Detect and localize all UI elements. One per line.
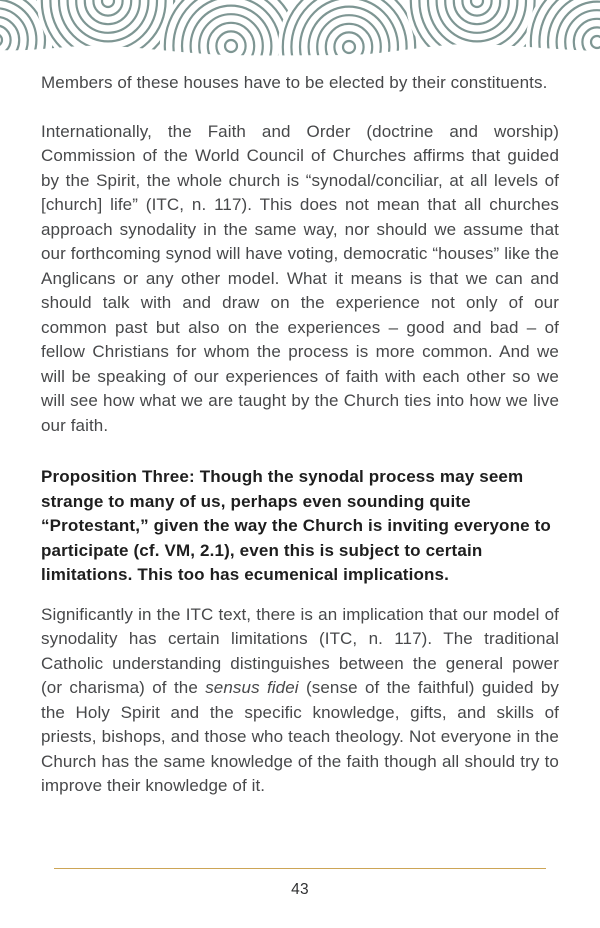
paragraph-internationally: Internationally, the Faith and Order (doctrine and worship) Commission of the World Council of Churches affirms that guided by the Spirit, the whole church is “synodal/conciliar, at all levels of [church] life” (ITC, n. 117). This does not mean that all churches approach synodality in the same way, nor should we assume that our forthcoming synod will have voting, democratic “houses” like the Anglicans or any other model. What it means is that we can and should talk with and draw on the experience not only of our common past but also on the experiences – good and bad – of fellow Christians for whom the process is more common. And we will be speaking of our experiences of faith with each other so we will see how what we are taught by the Church ties into how we live our faith. bbox=[41, 121, 559, 435]
paragraph-significantly: Significantly in the ITC text, there is an implication that our model of synodality has certain limitations (ITC, n. 117). The traditional Catholic understanding distinguishes between the general power (or charisma) of the sensus fidei (sense of the faithful) guided by the Holy Spirit and the specific knowledge, gifts, and skills of priests, bishops, and those who teach theology. Not everyone in the Church has the same knowledge of the faith though all should try to improve their knowledge of it. bbox=[41, 604, 559, 795]
circle-cluster bbox=[278, 0, 420, 58]
italic-phrase: sensus fidei bbox=[205, 678, 299, 697]
paragraph-proposition-three: Proposition Three: Though the synodal process may seem strange to many of us, perhaps even sounding quite “Protestant,” given the way the Church is inviting everyone to participate (cf. VM, 2.1), even this is subject to certain limitations. This too has ecumenical implications. bbox=[41, 467, 551, 584]
footer-rule bbox=[54, 868, 546, 869]
page-body bbox=[0, 58, 600, 799]
paragraph-members: Members of these houses have to be elected by their constituents. bbox=[41, 73, 548, 92]
page-number: 43 bbox=[291, 881, 309, 898]
concentric-circles-pattern bbox=[0, 0, 600, 58]
